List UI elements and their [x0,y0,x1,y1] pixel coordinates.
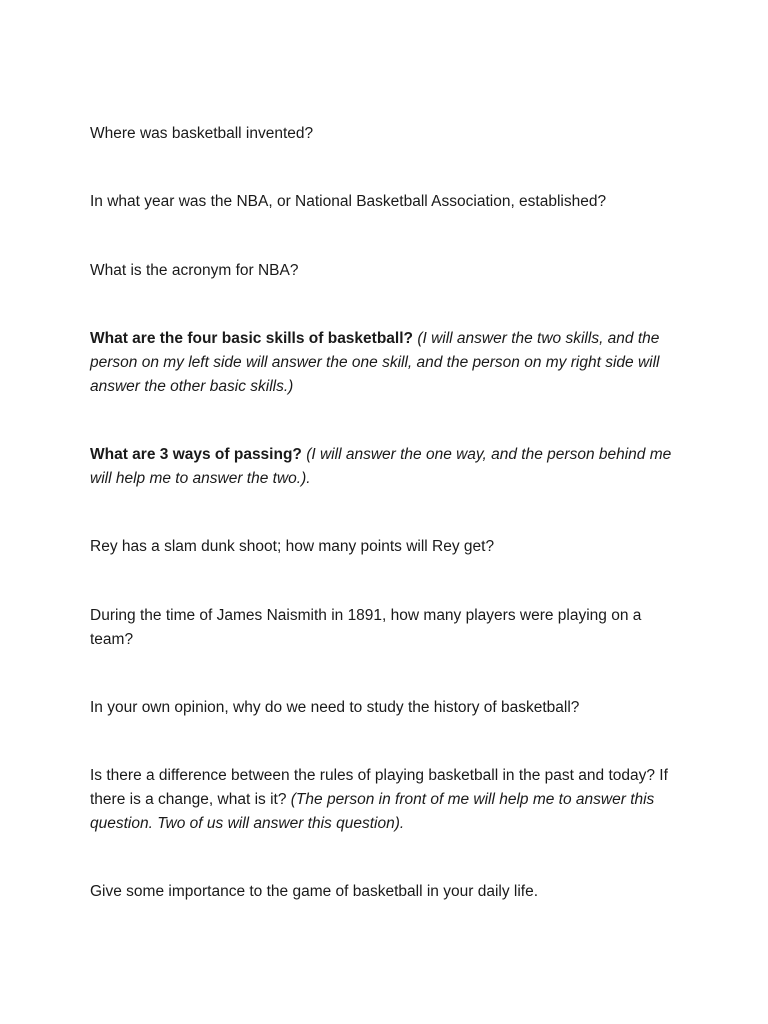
question-5 [90,443,680,491]
question-text: Give some importance to the game of basketball in your daily life. [90,883,539,900]
question-text: During the time of James Naismith in 1891, how many players were playing on a team? [90,607,642,648]
question-text: Where was basketball invented? [90,125,314,142]
question-3 [90,259,680,283]
question-8 [90,696,680,720]
question-2 [90,190,680,214]
question-text: Rey has a slam dunk shoot; how many points will Rey get? [90,538,495,555]
question-note: (I will answer the one way, and the person behind me will help me to answer the two.). [90,446,672,487]
question-1 [90,122,680,146]
question-text: Is there a difference between the rules of playing basketball in the past and today? If there is a change, what is it? [90,767,668,808]
question-text: In your own opinion, why do we need to study the history of basketball? [90,699,580,716]
question-note: (The person in front of me will help me to answer this question. Two of us will answer this question). [90,791,655,832]
question-4 [90,327,680,399]
question-text: What is the acronym for NBA? [90,262,299,279]
question-6 [90,535,680,559]
question-bold-text: What are 3 ways of passing? [90,446,302,463]
question-note: (I will answer the two skills, and the person on my left side will answer the one skill, and the person on my right side will answer the other basic skills.) [90,330,660,395]
question-text: In what year was the NBA, or National Basketball Association, established? [90,193,607,210]
question-7 [90,604,680,652]
question-9 [90,764,680,836]
question-10 [90,880,680,904]
question-bold-text: What are the four basic skills of basketball? [90,330,414,347]
